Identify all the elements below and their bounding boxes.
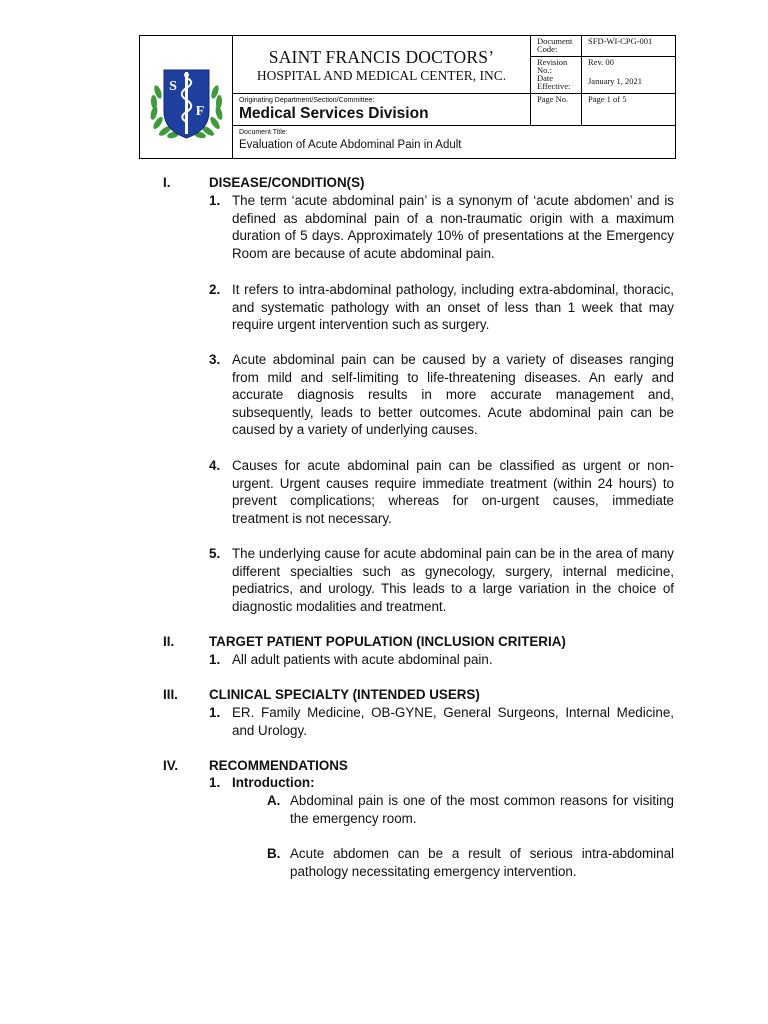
hospital-subname: HOSPITAL AND MEDICAL CENTER, INC. — [256, 68, 507, 83]
section-numeral: IV. — [163, 758, 179, 773]
department-label: Originating Department/Section/Committee: — [239, 97, 375, 104]
item-number: 1. — [209, 652, 221, 667]
item-text: All adult patients with acute abdominal pain. — [232, 652, 493, 667]
hospital-name-cell — [233, 36, 530, 94]
item-text: Causes for acute abdominal pain can be classified as urgent or non-urgent. Urgent causes require immediate treatment (within 24 hours) to prevent complications; whereas for on-urgent causes, immediate treatment is not necessary. — [232, 458, 674, 526]
subitem-letter: B. — [267, 846, 281, 861]
subitem-text: Acute abdomen can be a result of serious intra-abdominal pathology necessitating emergency intervention. — [290, 846, 674, 879]
section-title: RECOMMENDATIONS — [209, 758, 348, 773]
revision-label: Revision No.: — [537, 57, 568, 75]
document-code-value: SFD-WI-CPG-001 — [582, 36, 676, 57]
svg-text:F: F — [195, 104, 205, 119]
section-numeral: I. — [163, 175, 171, 190]
item-heading: Introduction: — [232, 775, 315, 790]
hospital-logo-icon — [140, 36, 233, 158]
section-title: TARGET PATIENT POPULATION (INCLUSION CRITERIA) — [209, 634, 566, 649]
item-text: The underlying cause for acute abdominal pain can be in the area of many different specialties such as gynecology, surgery, internal medicine, pediatrics, and urology. This leads to a large variation in the choice of diagnostic modalities and treatment. — [232, 546, 674, 614]
item-text: It refers to intra-abdominal pathology, including extra-abdominal, thoracic, and systematic pathology with an onset of less than 1 week that may require urgent intervention such as surgery. — [232, 282, 674, 333]
item-text: The term ‘acute abdominal pain’ is a synonym of ‘acute abdomen’ and is defined as abdominal pain of a non-traumatic origin with a maximum duration of 5 days. Approximately 10% of presentations at the Emergency Room are because of acute abdominal pain. — [232, 193, 674, 261]
section-numeral: II. — [163, 634, 175, 649]
item-text: Acute abdominal pain can be caused by a variety of diseases ranging from mild and self-limiting to life-threatening diseases. An early and accurate diagnosis results in more accurate management and, subsequently, leads to better outcomes. Acute abdominal pain can be caused by a variety of underlying causes. — [232, 352, 674, 438]
date-effective-value: January 1, 2021 — [582, 73, 676, 94]
item-number: 3. — [209, 352, 221, 367]
page-number-value: Page 1 of 5 — [582, 94, 676, 126]
hospital-name: SAINT FRANCIS DOCTORS’ — [268, 47, 495, 67]
item-text: ER. Family Medicine, OB-GYNE, General Surgeons, Internal Medicine, and Urology. — [232, 705, 674, 738]
meta-values-column — [582, 36, 676, 126]
document-title: Evaluation of Acute Abdominal Pain in Adult — [239, 139, 462, 151]
date-effective-label: Date Effective: — [531, 73, 581, 94]
section-title: CLINICAL SPECIALTY (INTENDED USERS) — [209, 687, 480, 702]
subitem-text: Abdominal pain is one of the most common reasons for visiting the emergency room. — [290, 793, 674, 826]
section-numeral: III. — [163, 687, 178, 702]
item-number: 2. — [209, 282, 221, 297]
item-number: 5. — [209, 546, 221, 561]
item-number: 1. — [209, 705, 221, 720]
svg-text:S: S — [169, 79, 177, 94]
document-title-cell — [233, 126, 676, 158]
document-code-label: Document Code: — [531, 36, 581, 57]
item-number: 1. — [209, 193, 221, 208]
page-number-label: Page No. — [531, 94, 581, 126]
section-title: DISEASE/CONDITION(S) — [209, 175, 365, 190]
revision-value: Rev. 00 — [588, 57, 614, 67]
meta-labels-column — [530, 36, 582, 126]
document-title-label: Document Title: — [239, 129, 288, 136]
document-header — [139, 35, 676, 159]
subitem-letter: A. — [267, 793, 281, 808]
item-number: 4. — [209, 458, 221, 473]
department-cell — [233, 94, 530, 126]
department-name: Medical Services Division — [239, 105, 429, 122]
logo-cell — [140, 36, 233, 158]
item-number: 1. — [209, 775, 221, 790]
